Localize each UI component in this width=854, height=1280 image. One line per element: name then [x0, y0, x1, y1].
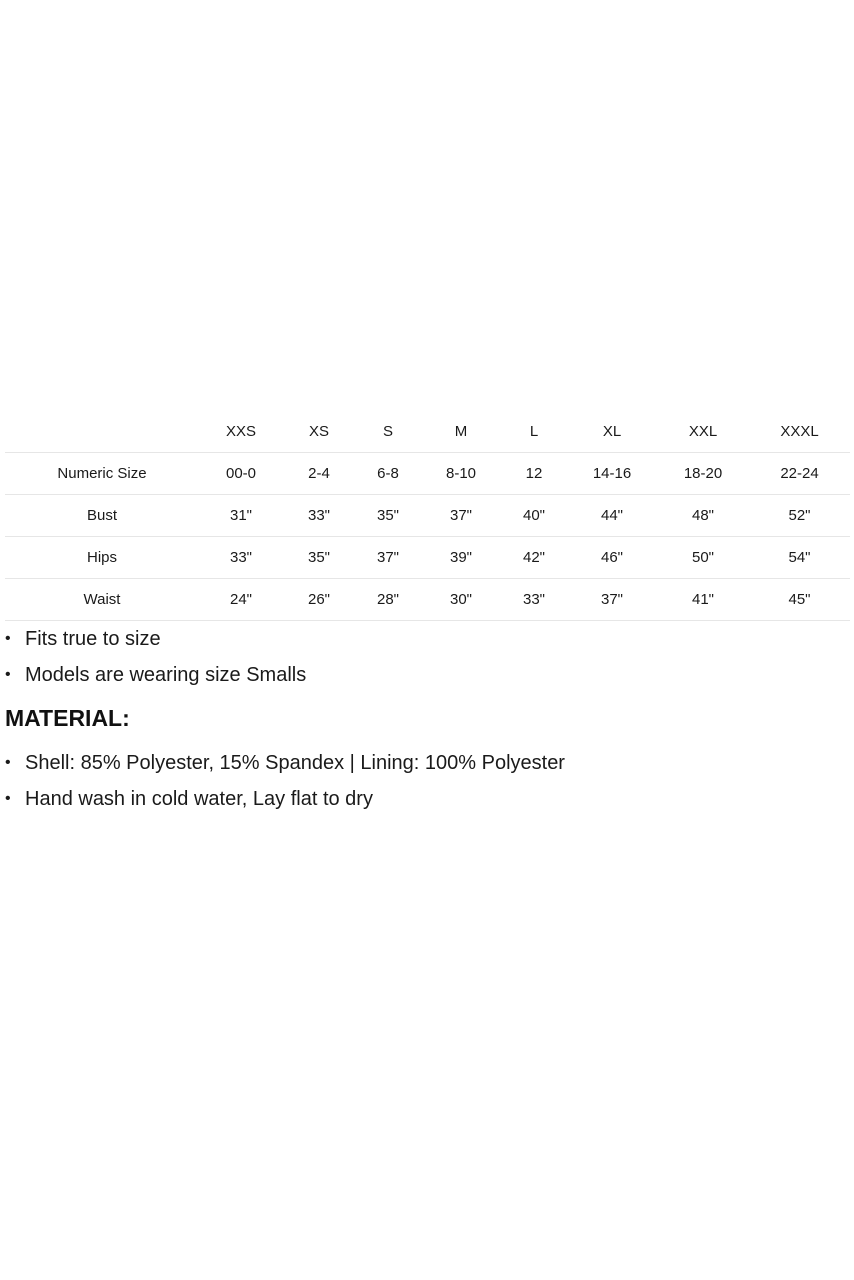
size-column-header: S: [355, 411, 421, 453]
bullet-dot-icon: •: [5, 630, 11, 647]
table-cell: 52": [749, 495, 850, 537]
table-cell: 45": [749, 579, 850, 621]
table-cell: 30": [421, 579, 501, 621]
size-chart-table: [5, 411, 850, 621]
size-column-header: XL: [567, 411, 657, 453]
table-cell: 42": [501, 537, 567, 579]
table-cell: 6-8: [355, 453, 421, 495]
bullet-dot-icon: •: [5, 666, 11, 683]
size-column-header: XXL: [657, 411, 749, 453]
table-cell: 28": [355, 579, 421, 621]
list-item: [5, 745, 850, 781]
size-column-header: XXS: [199, 411, 283, 453]
table-cell: 50": [657, 537, 749, 579]
table-cell: 35": [283, 537, 355, 579]
list-item: [5, 621, 850, 657]
table-cell: 44": [567, 495, 657, 537]
table-cell: 37": [355, 537, 421, 579]
table-cell: 37": [421, 495, 501, 537]
table-cell: 12: [501, 453, 567, 495]
table-cell: 24": [199, 579, 283, 621]
size-chart-header-row: [5, 411, 850, 453]
size-chart-corner-cell: [5, 411, 199, 453]
material-list: [5, 745, 850, 817]
list-item: [5, 657, 850, 693]
table-cell: 54": [749, 537, 850, 579]
table-cell: 39": [421, 537, 501, 579]
table-cell: 22-24: [749, 453, 850, 495]
table-cell: 00-0: [199, 453, 283, 495]
table-cell: 33": [199, 537, 283, 579]
table-cell: 46": [567, 537, 657, 579]
material-heading: MATERIAL:: [5, 705, 130, 731]
table-row: [5, 453, 850, 495]
table-cell: 37": [567, 579, 657, 621]
size-column-header: XXXL: [749, 411, 850, 453]
table-cell: 14-16: [567, 453, 657, 495]
material-item-text: Hand wash in cold water, Lay flat to dry: [25, 788, 373, 810]
table-row: [5, 579, 850, 621]
size-column-header: L: [501, 411, 567, 453]
table-row: [5, 537, 850, 579]
bullet-dot-icon: •: [5, 754, 11, 771]
table-row: [5, 495, 850, 537]
row-label: Bust: [5, 495, 199, 537]
size-column-header: XS: [283, 411, 355, 453]
list-item: [5, 781, 850, 817]
row-label: Waist: [5, 579, 199, 621]
fit-note-text: Fits true to size: [25, 628, 161, 650]
row-label: Hips: [5, 537, 199, 579]
size-column-header: M: [421, 411, 501, 453]
table-cell: 8-10: [421, 453, 501, 495]
table-cell: 35": [355, 495, 421, 537]
table-cell: 18-20: [657, 453, 749, 495]
table-cell: 33": [501, 579, 567, 621]
fit-note-text: Models are wearing size Smalls: [25, 664, 307, 686]
material-item-text: Shell: 85% Polyester, 15% Spandex | Lining: 100% Polyester: [25, 752, 565, 774]
table-cell: 2-4: [283, 453, 355, 495]
table-cell: 41": [657, 579, 749, 621]
row-label: Numeric Size: [5, 453, 199, 495]
bullet-dot-icon: •: [5, 790, 11, 807]
table-cell: 26": [283, 579, 355, 621]
product-details: [5, 411, 850, 817]
table-cell: 31": [199, 495, 283, 537]
fit-notes-list: [5, 621, 850, 693]
table-cell: 48": [657, 495, 749, 537]
table-cell: 40": [501, 495, 567, 537]
table-cell: 33": [283, 495, 355, 537]
